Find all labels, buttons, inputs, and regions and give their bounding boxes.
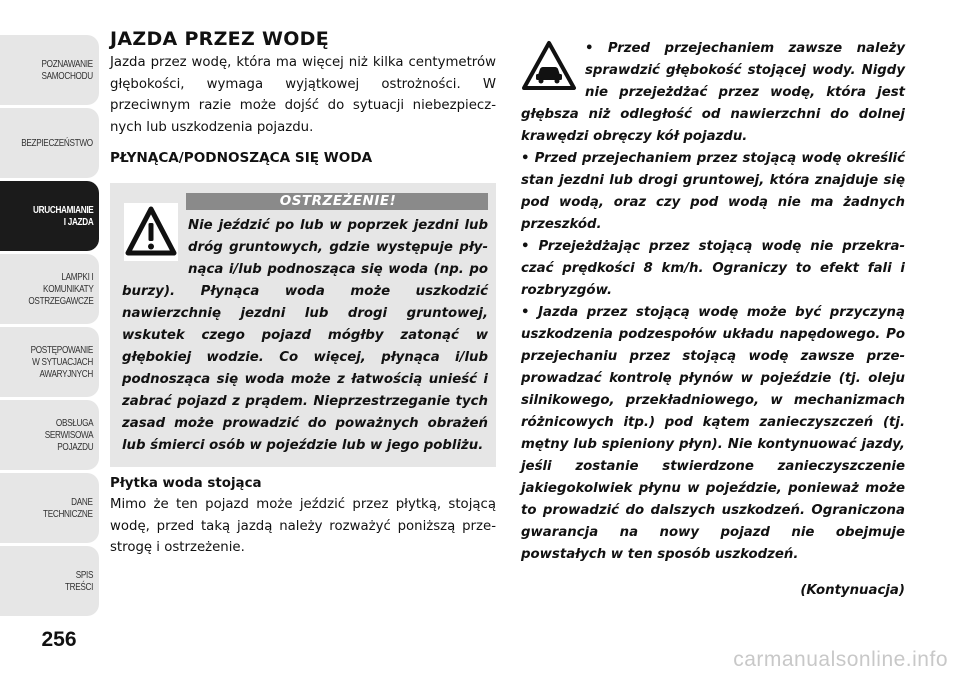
left-column [110, 26, 496, 559]
tab-label: DANE TECHNICZNE [43, 496, 93, 520]
tab-label: OBSŁUGA SERWISOWA POJAZDU [44, 417, 93, 453]
tab-label: POZNAWANIE SAMOCHODU [41, 58, 93, 82]
intro-paragraph: Jazda przez wodę, która ma więcej niż kilka centymetrów głębokości, wymaga wyjątkowej ostrożności. W przeciwnym razie może dojść do sytuacji niebezpiecznych lub uszkodzenia pojazdu. [110, 55, 496, 135]
right-column [521, 38, 905, 602]
car-caution-icon [521, 40, 577, 92]
tab-postepowanie-awaryjne[interactable] [0, 327, 99, 397]
bullet-fluid-check: • Jazda przez stojącą wodę może być przyczyną uszkodzenia podzespołów układu napędowego. Po przejechaniu przez stojącą wodę zawsze przeprowadzać kontrolę płynów w pojeździe (tj. oleju silnikowego, przekładniowego, w mechanizmach różnicowych itp.) pod kątem zanieczyszczeń (tj. mętny lub spieniony płyn). Nie kontynuować jazdy, jeśli zostanie stwierdzone zanieczyszczenie jakiegokolwiek płynu w pojeździe, ponieważ może to prowadzić do dalszych uszkodzeń. Ograniczona gwarancja na nowy pojazd nie obejmuje powstałych w ten sposób uszkodzeń. [521, 305, 905, 562]
tab-label: LAMPKI I KOMUNIKATY OSTRZEGAWCZE [27, 271, 93, 307]
bullet-speed-limit: • Przejeżdżając przez stojącą wodę nie przekraczać prędkości 8 km/h. Ograniczy to efekt fali i rozbryzgów. [521, 239, 905, 298]
tab-uruchamianie-i-jazda[interactable] [0, 181, 99, 251]
section-title: JAZDA PRZEZ WODĘ [110, 28, 330, 50]
tab-bezpieczenstwo[interactable] [0, 108, 99, 178]
tab-lampki-i-komunikaty[interactable] [0, 254, 99, 324]
tab-label: SPIS TREŚCI [64, 569, 93, 593]
warning-box [110, 183, 496, 467]
tab-label: POSTĘPOWANIE W SYTUACJACH AWARYJNYCH [30, 344, 93, 380]
tab-obsluga-serwisowa[interactable] [0, 400, 99, 470]
bullet-check-depth: • Przed przejechaniem zawsze należy sprawdzić głębokość stojącej wody. Nigdy nie przejeżdżać przez wodę, która jest głębsza niż odległość od nawierzchni do dolnej krawędzi obręczy kół pojazdu. [521, 41, 905, 144]
watermark: carmanualsonline.info [733, 648, 948, 671]
warning-text: Nie jeździć po lub w poprzek jezdni lub dróg gruntowych, gdzie występuje płynąca i/lub podnosząca się woda (np. po burzy). Płynąca woda może uszkodzić nawierzchnię jezdni lub drogi gruntowej, wskutek czego pojazd mógłby zatonąć w głębokiej wodzie. Co więcej, płynąca i/lub podnosząca się woda może z łatwością unieść i zabrać pojazd z prądem. Nieprzestrzeganie tych zasad może prowadzić do poważnych obrażeń lub śmierci osób w pojeździe lub w jego pobliżu. [122, 218, 488, 453]
continuation-label: (Kontynuacja) [800, 583, 905, 598]
page-number: 256 [41, 628, 77, 651]
tab-label: URUCHAMIANIE I JAZDA [32, 204, 93, 228]
bullet-road-condition: • Przed przejechaniem przez stojącą wodę określić stan jezdni lub drogi gruntowej, która znajduje się pod wodą, oraz czy pod wodą nie ma żadnych przeszkód. [521, 151, 905, 232]
subheading: PŁYNĄCA/PODNOSZĄCA SIĘ WODA [110, 150, 373, 166]
tab-spis-tresci[interactable] [0, 546, 99, 616]
warning-header: OSTRZEŻENIE! [186, 193, 488, 210]
shallow-water-heading: Płytka woda stojąca [110, 476, 262, 491]
tab-label: BEZPIECZEŃSTWO [21, 137, 93, 149]
warning-triangle-icon [124, 203, 178, 261]
tab-dane-techniczne[interactable] [0, 473, 99, 543]
tab-poznawanie-samochodu[interactable] [0, 35, 99, 105]
shallow-water-text: Mimo że ten pojazd może jeździć przez płytką, stojącą wodę, przed taką jazdą należy rozważyć poniższą przestrogę i ostrzeżenie. [110, 497, 496, 555]
